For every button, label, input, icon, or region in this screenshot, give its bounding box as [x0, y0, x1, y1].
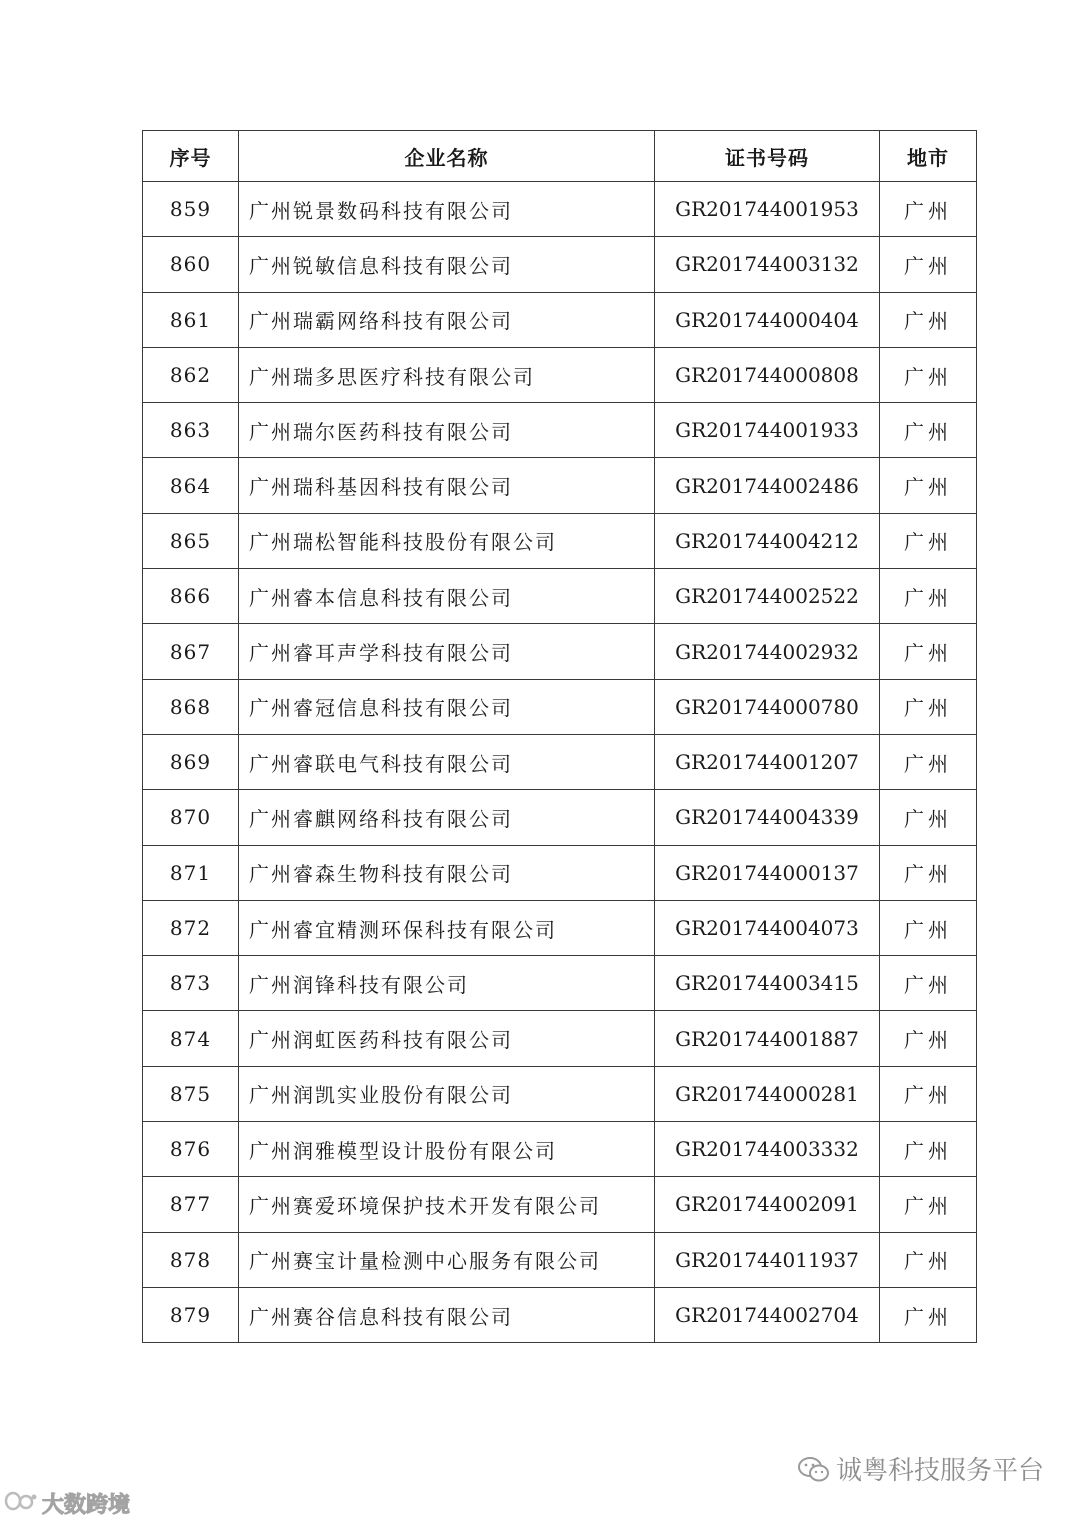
- row-no: 879: [143, 1287, 239, 1342]
- table-row: [143, 347, 977, 402]
- row-no: 878: [143, 1232, 239, 1287]
- table-row: [143, 403, 977, 458]
- row-name: 广州赛爱环境保护技术开发有限公司: [239, 1177, 655, 1232]
- row-name: 广州睿森生物科技有限公司: [239, 845, 655, 900]
- left-watermark-text: 大数跨境: [42, 1493, 131, 1518]
- row-city: 广州: [880, 458, 977, 513]
- row-name: 广州睿联电气科技有限公司: [239, 734, 655, 789]
- row-cert: GR201744000137: [655, 845, 880, 900]
- row-name: 广州睿本信息科技有限公司: [239, 569, 655, 624]
- row-cert: GR201744001887: [655, 1011, 880, 1066]
- header-name: 企业名称: [239, 131, 655, 182]
- row-cert: GR201744011937: [655, 1232, 880, 1287]
- table-row: [143, 569, 977, 624]
- row-city: 广州: [880, 292, 977, 347]
- row-no: 871: [143, 845, 239, 900]
- row-city: 广州: [880, 1066, 977, 1121]
- row-city: 广州: [880, 1177, 977, 1232]
- row-city: 广州: [880, 1011, 977, 1066]
- row-cert: GR201744001953: [655, 182, 880, 237]
- row-city: 广州: [880, 182, 977, 237]
- row-cert: GR201744004073: [655, 900, 880, 955]
- row-cert: GR201744000281: [655, 1066, 880, 1121]
- row-city: 广州: [880, 403, 977, 458]
- row-name: 广州润虹医药科技有限公司: [239, 1011, 655, 1066]
- wechat-icon-svg: [798, 1456, 830, 1484]
- row-name: 广州睿冠信息科技有限公司: [239, 679, 655, 734]
- row-city: 广州: [880, 1232, 977, 1287]
- row-cert: GR201744000808: [655, 347, 880, 402]
- row-city: 广州: [880, 845, 977, 900]
- row-no: 877: [143, 1177, 239, 1232]
- row-no: 873: [143, 956, 239, 1011]
- header-city: 地市: [880, 131, 977, 182]
- row-name: 广州瑞松智能科技股份有限公司: [239, 513, 655, 568]
- row-city: 广州: [880, 1122, 977, 1177]
- row-city: 广州: [880, 790, 977, 845]
- table-row: [143, 845, 977, 900]
- row-name: 广州睿耳声学科技有限公司: [239, 624, 655, 679]
- row-name: 广州润凯实业股份有限公司: [239, 1066, 655, 1121]
- row-no: 875: [143, 1066, 239, 1121]
- row-city: 广州: [880, 900, 977, 955]
- row-cert: GR201744002522: [655, 569, 880, 624]
- row-no: 862: [143, 347, 239, 402]
- row-name: 广州锐敏信息科技有限公司: [239, 237, 655, 292]
- left-watermark: [4, 1488, 130, 1519]
- row-city: 广州: [880, 237, 977, 292]
- row-name: 广州瑞尔医药科技有限公司: [239, 403, 655, 458]
- row-cert: GR201744004212: [655, 513, 880, 568]
- row-cert: GR201744002486: [655, 458, 880, 513]
- table-row: [143, 956, 977, 1011]
- row-city: 广州: [880, 679, 977, 734]
- table-row: [143, 237, 977, 292]
- row-cert: GR201744002091: [655, 1177, 880, 1232]
- table-row: [143, 458, 977, 513]
- table-row: [143, 1066, 977, 1121]
- row-name: 广州润锋科技有限公司: [239, 956, 655, 1011]
- row-cert: GR201744004339: [655, 790, 880, 845]
- row-cert: GR201744000404: [655, 292, 880, 347]
- row-no: 870: [143, 790, 239, 845]
- row-no: 869: [143, 734, 239, 789]
- row-no: 868: [143, 679, 239, 734]
- table-row: [143, 679, 977, 734]
- logo-mark-icon-svg: [4, 1489, 38, 1513]
- table-row: [143, 182, 977, 237]
- row-name: 广州润雅模型设计股份有限公司: [239, 1122, 655, 1177]
- row-name: 广州赛谷信息科技有限公司: [239, 1287, 655, 1342]
- row-no: 865: [143, 513, 239, 568]
- row-cert: GR201744002704: [655, 1287, 880, 1342]
- enterprise-table-container: [142, 130, 976, 1343]
- row-no: 861: [143, 292, 239, 347]
- table-row: [143, 1287, 977, 1342]
- row-city: 广州: [880, 569, 977, 624]
- row-no: 874: [143, 1011, 239, 1066]
- row-city: 广州: [880, 734, 977, 789]
- row-no: 864: [143, 458, 239, 513]
- row-cert: GR201744003415: [655, 956, 880, 1011]
- table-row: [143, 900, 977, 955]
- table-row: [143, 1232, 977, 1287]
- row-cert: GR201744001207: [655, 734, 880, 789]
- row-name: 广州睿麒网络科技有限公司: [239, 790, 655, 845]
- table-row: [143, 790, 977, 845]
- header-cert: 证书号码: [655, 131, 880, 182]
- header-no: 序号: [143, 131, 239, 182]
- right-watermark-text: 诚粤科技服务平台: [835, 1456, 1044, 1486]
- row-no: 860: [143, 237, 239, 292]
- row-name: 广州瑞霸网络科技有限公司: [239, 292, 655, 347]
- row-name: 广州瑞科基因科技有限公司: [239, 458, 655, 513]
- row-cert: GR201744003332: [655, 1122, 880, 1177]
- row-city: 广州: [880, 347, 977, 402]
- row-no: 867: [143, 624, 239, 679]
- row-city: 广州: [880, 513, 977, 568]
- table-row: [143, 513, 977, 568]
- row-no: 866: [143, 569, 239, 624]
- row-no: 876: [143, 1122, 239, 1177]
- row-name: 广州瑞多思医疗科技有限公司: [239, 347, 655, 402]
- enterprise-table: [142, 130, 977, 1343]
- logo-mark-icon: [4, 1489, 38, 1518]
- table-row: [143, 1177, 977, 1232]
- table-row: [143, 1122, 977, 1177]
- row-no: 859: [143, 182, 239, 237]
- row-city: 广州: [880, 624, 977, 679]
- row-cert: GR201744003132: [655, 237, 880, 292]
- row-name: 广州睿宜精测环保科技有限公司: [239, 900, 655, 955]
- row-city: 广州: [880, 1287, 977, 1342]
- table-row: [143, 734, 977, 789]
- wechat-icon: [798, 1456, 828, 1482]
- row-cert: GR201744001933: [655, 403, 880, 458]
- table-row: [143, 624, 977, 679]
- row-cert: GR201744000780: [655, 679, 880, 734]
- row-no: 863: [143, 403, 239, 458]
- row-no: 872: [143, 900, 239, 955]
- row-name: 广州赛宝计量检测中心服务有限公司: [239, 1232, 655, 1287]
- table-header-row: [143, 131, 977, 182]
- row-cert: GR201744002932: [655, 624, 880, 679]
- table-row: [143, 292, 977, 347]
- right-watermark: [798, 1450, 1044, 1487]
- row-name: 广州锐景数码科技有限公司: [239, 182, 655, 237]
- row-city: 广州: [880, 956, 977, 1011]
- table-row: [143, 1011, 977, 1066]
